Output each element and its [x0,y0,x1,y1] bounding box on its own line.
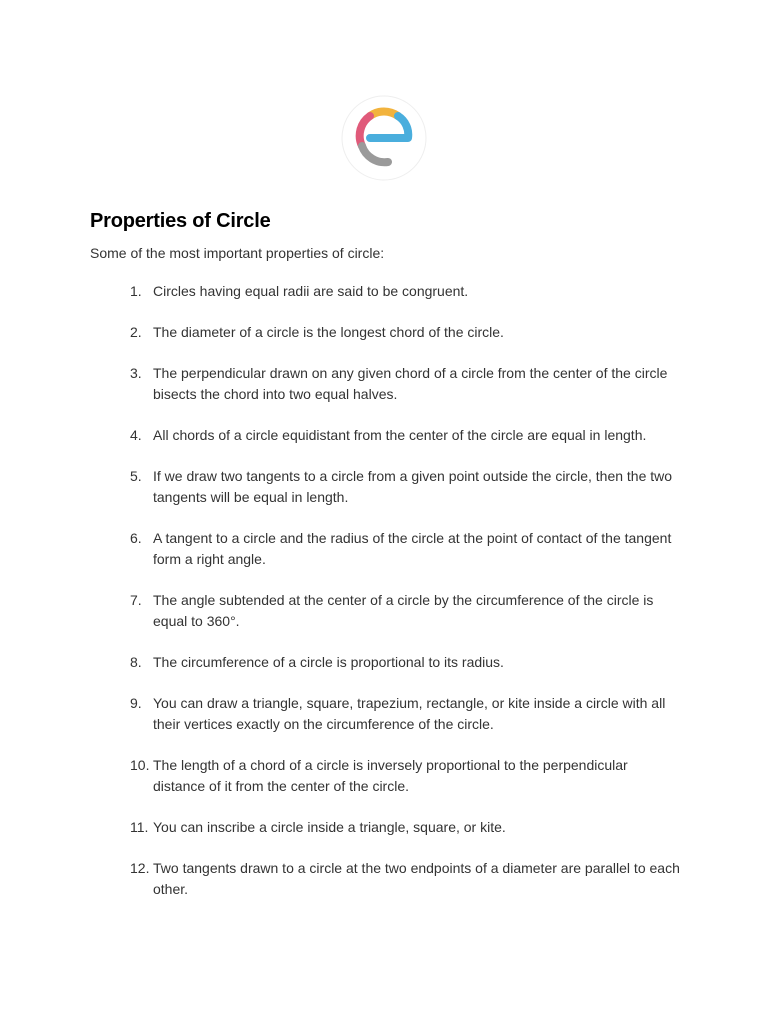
logo-yellow-arc [370,111,398,116]
list-item [90,281,683,302]
list-item-text: All chords of a circle equidistant from the center of the circle are equal in length. [153,427,647,443]
list-item-number: 4. [130,427,142,443]
list-item-text: The angle subtended at the center of a circle by the circumference of the circle is equal to 360°. [153,592,654,629]
list-item [90,425,683,446]
list-item-text: The length of a chord of a circle is inversely proportional to the perpendicular distance of it from the center of the circle. [153,757,628,794]
list-item-number: 2. [130,324,142,340]
list-item-number: 8. [130,654,142,670]
list-item [90,817,683,838]
list-item [90,755,683,797]
document-body [90,207,690,920]
list-item-text: Two tangents drawn to a circle at the two endpoints of a diameter are parallel to each other. [153,860,680,897]
logo-svg [340,94,428,182]
list-item-text: If we draw two tangents to a circle from a given point outside the circle, then the two tangents will be equal in length. [153,468,673,505]
list-item [90,590,683,632]
list-item-number: 10. [130,757,150,773]
list-item-number: 3. [130,365,142,381]
list-item-number: 1. [130,283,142,299]
intro-text: Some of the most important properties of circle: [90,245,385,261]
list-item-text: You can inscribe a circle inside a triangle, square, or kite. [153,819,506,835]
list-item [90,363,683,405]
list-item-text: Circles having equal radii are said to be congruent. [153,283,469,299]
list-item-text: You can draw a triangle, square, trapezium, rectangle, or kite inside a circle with all their vertices exactly on the circumference of the circle. [153,695,666,732]
properties-list [90,281,690,900]
e-logo-icon [340,94,428,182]
list-item-number: 6. [130,530,142,546]
list-item-number: 7. [130,592,142,608]
list-item [90,858,683,900]
list-item-number: 5. [130,468,142,484]
list-item-text: The perpendicular drawn on any given chord of a circle from the center of the circle bisects the chord into two equal halves. [153,365,668,402]
list-item [90,652,683,673]
page-title: Properties of Circle [90,210,271,232]
list-item-number: 12. [130,860,150,876]
list-item-text: A tangent to a circle and the radius of the circle at the point of contact of the tangent form a right angle. [153,530,672,567]
list-item [90,322,683,343]
list-item [90,528,683,570]
list-item [90,693,683,735]
list-item-text: The circumference of a circle is proportional to its radius. [153,654,504,670]
list-item [90,466,683,508]
list-item-number: 9. [130,695,142,711]
list-item-text: The diameter of a circle is the longest chord of the circle. [153,324,504,340]
list-item-number: 11. [130,819,149,835]
